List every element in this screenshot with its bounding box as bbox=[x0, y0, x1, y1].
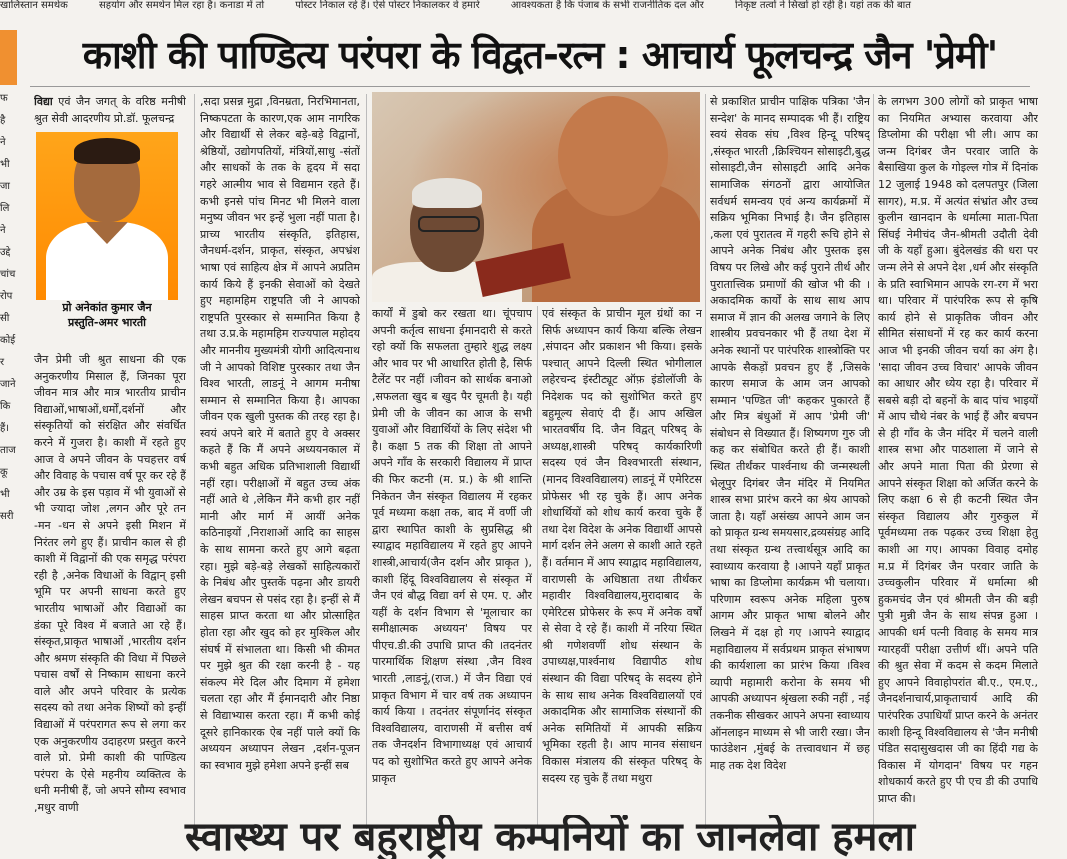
author-photo-caption bbox=[36, 300, 178, 330]
left-strip-word: सरी bbox=[0, 511, 14, 522]
left-strip-word: ने bbox=[0, 225, 6, 236]
article-paragraph: जैन प्रेमी जी श्रुत साधना की एक अनुकरणीय मिसाल हैं, जिनका पूरा जीवन मात्र और मात्र भारतीय प्राचीन विद्याओं,भाषाओं,धर्मों,दर्शनों और संस्कृतियों को संरक्षित और संवर्धित करने में गुजरा है। काशी में रहते हुए आज वे अपने जीवन के पचहत्तर वर्ष और विवाह के पचास वर्ष पूर कर रहे हैं और उम्र के इस पड़ाव में भी युवाओं से भी ज्यादा जोश ,लगन और पूरे तन -मन -धन से अपने इसी मिशन में निरंतर लगे हुए हैं। प्राचीन काल से ही काशी में विद्वानों की एक समृद्ध परंपरा रही है ,अनेक विधाओं के विद्वान् इसी भूमि पर अपनी साधना करते हुए भारतीय भाषाओं और विद्याओं का डंका पूरे विश्व में बजाते आ रहे हैं। संस्कृत,प्राकृत भाषाओं ,भारतीय दर्शन और श्रमण संस्कृति की विधा में पिछले पचास वर्षों से निष्काम साधना करने वाले और अपने परिवार के प्रत्येक सदस्य को तथा अनेक शिष्यों को इन्हीं विद्याओं में परंपरागत रूप से लगा कर एक अनुकरणीय उदाहरण प्रस्तुत करने वाले प्रो. प्रेमी काशी की पाण्डित्य परंपरा के ऐसे महनीय व्यक्तित्व के धनी मनीषी हैं, जो अपने सौम्य स्वभाव ,मधुर वाणी bbox=[34, 353, 186, 815]
left-strip bbox=[0, 30, 17, 855]
headline-rule bbox=[30, 86, 1030, 87]
column-divider bbox=[873, 94, 874, 829]
article-column-2 bbox=[200, 94, 360, 830]
intro-paragraph: विद्या एवं जैन जगत् के वरिष्ठ मनीषी श्रुत सेवी आदरणीय प्रो.डॉ. फूलचन्द्र bbox=[34, 95, 186, 125]
article-column-1-intro bbox=[34, 94, 186, 128]
article-column-5 bbox=[710, 94, 870, 830]
article-column-1 bbox=[34, 352, 186, 830]
photo-hair bbox=[74, 138, 140, 164]
left-strip-word: ताज bbox=[0, 445, 16, 456]
lead-word: विद्या bbox=[34, 95, 53, 108]
left-strip-word: कोई bbox=[0, 335, 16, 346]
column-divider bbox=[537, 306, 538, 829]
top-strip-text: सहयोग और समर्थन मिल रहा है। कनाडा में तो bbox=[99, 0, 265, 11]
top-strip-text: निकृष्ट तत्वों ने सिखों हो रही है। यहां तक की बात bbox=[734, 0, 911, 11]
left-strip-word: भी bbox=[0, 489, 10, 500]
left-strip-word: कि bbox=[0, 401, 11, 412]
article-paragraph: कार्यों में डुबो कर रखता था। चूंपचाप अपनी कर्तृत्व साधना ईमानदारी से करते रहो क्यों कि सफलता तुम्हारे शुद्ध लक्ष्य और भाव पर भी आधारित होती है, सिर्फ टैलेंट पर नहीं ।जीवन को सार्थक बनाओ ,सफलता खुद ब खुद पैर चूमती है। यही प्रेमी जी के जीवन का आज के सभी युवाओं और विद्यार्थियों के लिए संदेश भी है। कक्षा 5 तक की शिक्षा तो आपने अपने गाँव के सरकारी विद्यालय में प्राप्त की फिर कटनी (म. प्र.) के श्री शान्ति निकेतन जैन संस्कृत विद्यालय में रहकर पूर्व मध्यमा कक्षा तक, बाद में वर्णी जी द्वारा स्थापित काशी के सुप्रसिद्ध श्री स्याद्वाद महाविद्यालय में रहते हुए आपने शास्त्री,आचार्य(जैन दर्शन और प्राकृत ), काशी हिंदू विश्वविद्यालय से संस्कृत में जैन एवं बौद्ध विद्या वर्ग से एम. ए. और यहीं के दर्शन विभाग से 'मूलाचार का समीक्षात्मक अध्ययन' विषय पर पीएच.डी.की उपाधि प्राप्त की ।तदनंतर पारमार्थिक शिक्षण संस्था ,जैन विश्व भारती ,लाडनूं,(राज.) में जैन विद्या एवं प्राकृत विभाग में चार वर्ष तक अध्यापन कार्य किया । तदनंतर संपूर्णानंद संस्कृत विश्वविद्यालय, वाराणसी में बत्तीस वर्ष तक जैनदर्शन विभागाध्यक्ष एवं आचार्य पद को सुशोभित करते हुए आपने अनेक प्राकृत bbox=[372, 307, 532, 785]
next-article-headline: स्वास्थ्य पर बहुराष्ट्रीय कम्पनियों का जानलेवा हमला bbox=[185, 815, 915, 859]
article-column-6 bbox=[878, 94, 1038, 830]
photo-glasses bbox=[418, 216, 480, 232]
left-strip-word: चांच bbox=[0, 269, 16, 280]
left-strip-word: भी bbox=[0, 159, 10, 170]
article-paragraph: के लगभग 300 लोगों को प्राकृत भाषा का नियमित अभ्यास करवाया और डिप्लोमा की परीक्षा भी ली। आप का जन्म दिगंबर जैन परवार जाति के बैसाखिया कुल के गोइल्ल गोत्र में दिनांक 12 जुलाई 1948 को दलपतपुर (जिला सागर), म.प्र. में अत्यंत संभ्रांत और उच्च कुलीन खानदान के धर्मात्मा माता-पिता सिंघई नेमीचंद जैन-श्रीमती उदौती देवी जी के यहाँ हुआ। बुंदेलखंड की धरा पर जन्म लेने से अपने देश ,धर्म और संस्कृति के प्रति स्वाभिमान आपके रग-रग में भरा था। परिवार में पारंपरिक रूप से कृषि कार्य होने से प्राकृतिक जीवन और सीमित संसाधनों में रह कर कार्य करना आज भी इनकी जीवन चर्या का अंग है। 'सादा जीवन उच्च विचार' आपके जीवन का आधार और ध्येय रहा है। परिवार में सबसे बड़ी दो बहनों के बाद पांच भाइयों में आप चौथे नंबर के भाई हैं और बचपन से ही गाँव के जैन मंदिर में चलने वाली शास्त्र सभा और पाठशाला में जाने से और अपने माता पिता की प्रेरणा से आपने संस्कृत शिक्षा को अर्जित करने के लिए कक्षा 6 से ही कटनी स्थित जैन संस्कृत विद्यालय और गुरुकुल में पूर्वमध्यमा तक पढ़कर उच्च शिक्षा हेतु काशी आ गए। आपका विवाह दमोह म.प्र में दिगंबर जैन परवार जाति के उच्चकुलीन परिवार में धर्मात्मा श्री हुकमचंद जैन एवं श्रीमती जैन की बड़ी पुत्री मुन्नी जैन के साथ संपन्न हुआ ।आपकी धर्म पत्नी विवाह के समय मात्र ग्यारहवीं परीक्षा उत्तीर्ण थीं। अपने पति की श्रुत सेवा में कदम से कदम मिलाते हुए आपने विवाहोपरांत बी.ए., एम.ए., जैनदर्शनाचार्य,प्राकृताचार्य आदि की पारंपरिक उपाधियाँ प्राप्त करने के अनंतर काशी हिन्दू विश्वविद्यालय से 'जैन मनीषी पंडित सदासुखदास जी का हिंदी गद्य के विकास में योगदान' विषय पर गहन शोधकार्य करते हुए पी एच डी की उपाधि प्राप्त की। bbox=[878, 95, 1038, 805]
left-strip-word: र bbox=[0, 357, 5, 368]
article-paragraph: ,सदा प्रसन्न मुद्रा ,विनम्रता, निरभिमानता, निष्कपटता के कारण,एक आम नागरिक और विद्यार्थी से लेकर बड़े-बड़े विद्वानों, श्रेष्ठियों, उद्योगपतियों, मंत्रियों,साधु -संतों और साधकों के तक के हृदय में सदा गहरे आत्मीय भाव से विद्यमान रहते हैं। कभी इनसे पांच मिनट भी मिलने वाला मनुष्य जीवन भर इन्हें भुला नहीं पाता है। प्राच्य भारतीय संस्कृति, इतिहास, जैनधर्म-दर्शन, प्राकृत, संस्कृत, अपभ्रंश भाषा एवं साहित्य क्षेत्र में आपने अप्रतिम कार्य किये हैं इनकी सेवाओं को देखते हुए महामहिम राष्ट्रपति जी ने आपको राष्ट्रपति पुरस्कार से सम्मानित किया है तथा उ.प्र.के महामहिम राज्यपाल महोदय और माननीय मुख्यमंत्री योगी आदित्यनाथ जी ने आपको विशिष्ट पुरस्कार तथा जैन विश्व भारती, लाडनूं ने आगम मनीषा सम्मान से सम्मानित किया है। आपका जीवन एक खुली पुस्तक की तरह रहा है। स्वयं अपने बारे में बताते हुए वे अक्सर कहते हैं कि मैं अपने अध्ययनकाल में कभी बहुत अधिक प्रतिभाशाली विद्यार्थी नहीं रहा। परीक्षाओं में बहुत उच्च अंक नहीं आते थे ,लेकिन मैंने कभी हार नहीं मानी और मार्ग में आयीं अनेक कठिनाइयों ,निराशाओं आदि का साहस के साथ सामना करते हुए आगे बढ़ता रहा। मुझे बड़े-बड़े लेखकों साहित्यकारों के निबंध और पुस्तकें पढ़ना और डायरी लेखन बचपन से पसंद रहा है। इन्हीं से मैं साहस प्राप्त करता था और प्रोत्साहित होता रहा और खुद को हर मुश्किल और संघर्ष में संभालता था। किसी भी कीमत पर मुझे श्रुत की रक्षा करनी है - यह संकल्प मेरे दिल और दिमाग में हमेशा चलता रहा और मैं ईमानदारी और निष्ठा से विद्याभ्यास करता रहा। मैं कभी कोई दूसरे हानिकारक ऐब नहीं पाले क्यों कि अध्ययन अध्यापन लेखन ,दर्शन-पूजन का स्वभाव मुझे हमेशा अपने इन्हीं सब bbox=[200, 95, 360, 772]
photo-man-hair bbox=[412, 178, 482, 208]
left-strip-word: लि bbox=[0, 203, 10, 214]
column-divider bbox=[366, 94, 367, 829]
article-headline: काशी की पाण्डित्य परंपरा के विद्वत-रत्न : आचार्य फूलचन्द्र जैन 'प्रेमी' bbox=[82, 33, 998, 77]
left-strip-word: जाने bbox=[0, 379, 16, 390]
article-column-4 bbox=[542, 306, 702, 830]
top-strip bbox=[0, 0, 1067, 14]
article-paragraph: एवं संस्कृत के प्राचीन मूल ग्रंथों का न सिर्फ अध्यापन कार्य किया बल्कि लेखन ,संपादन और प्रकाशन भी किया। इसके पश्चात् आपने दिल्ली स्थित भोगीलाल लहेरचन्द इंस्टीट्यूट ऑफ़ इंडोलॉजी के निदेशक पद को सुशोभित करते हुए बहुमूल्य सेवाएं दी हैं। आप अखिल भारतवर्षीय दि. जैन विद्वत् परिषद् के अध्यक्ष,शास्त्री परिषद् कार्यकारिणी सदस्य एवं जैन विश्वभारती संस्थान, (मानद विश्वविद्यालय) लाडनूं में एमेरिटस प्रोफेसर भी रह चुके हैं। आप अनेक शोधार्थियों को शोध कार्य करवा चुके हैं तथा देश विदेश के अनेक विद्यार्थी आपसे मार्ग दर्शन लेने अलग से काशी आते रहते हैं। वर्तमान में आप स्याद्वाद महाविद्यालय, वाराणसी के अधिष्ठाता तथा तीर्थंकर महावीर विश्वविद्यालय,मुरादाबाद के एमेरिटस प्रोफेसर के रूप में अनेक वर्षों से सेवा दे रहे हैं। काशी में नरिया स्थित श्री गणेशवर्णी शोध संस्थान के उपाध्यक्ष,पार्श्वनाथ विद्यापीठ शोध संस्थान की विद्या परिषद् के सदस्य होने के साथ साथ अनेक विश्वविद्यालयों एवं अकादमिक और सामाजिक संस्थानों की अनेक समितियों में आपकी सक्रिय भूमिका रहती है। आप मानव संसाधन विकास मंत्रालय की संस्कृत परिषद् के सदस्य रह चुके हैं तथा मथुरा bbox=[542, 307, 702, 785]
left-strip-word: है bbox=[0, 115, 6, 126]
left-strip-word: ने bbox=[0, 137, 6, 148]
caption-presenter: प्रस्तुति-अमर भारती bbox=[67, 316, 146, 329]
left-strip-word: सी bbox=[0, 313, 10, 324]
left-strip-word: रोप bbox=[0, 291, 13, 302]
column-divider bbox=[194, 94, 195, 829]
left-strip-ad-block bbox=[0, 30, 17, 85]
subject-photo bbox=[372, 92, 700, 302]
caption-author-name: प्रो अनेकांत कुमार जैन bbox=[62, 301, 152, 314]
left-strip-word: जा bbox=[0, 181, 11, 192]
left-strip-word: हैं। bbox=[0, 423, 10, 434]
article-column-3 bbox=[372, 306, 532, 830]
top-strip-text: आवश्यकता है कि पंजाब के सभी राजनीतिक दल और bbox=[510, 0, 704, 11]
column-divider bbox=[705, 94, 706, 829]
left-strip-word: फ bbox=[0, 93, 8, 104]
article-paragraph: से प्रकाशित प्राचीन पाक्षिक पत्रिका 'जैन सन्देश' के मानद सम्पादक भी हैं। राष्ट्रिय स्वयं सेवक संघ ,विश्व हिन्दू परिषद् ,संस्कृत भारती ,क्रिश्चियन सोसाइटी,बुद्ध सोसाइटी,जैन सोसाइटी आदि अनेक सामाजिक संगठनों द्वारा आयोजित सर्वधर्म समन्वय एवं अन्य कार्यक्रमों में सक्रिय भूमिका निभाई है। जैन इतिहास ,कला एवं पुरातत्व में गहरी रूचि होने से आपने अनेक निबंध और पुस्तक इस विषय पर लिखे और कई पुराने तीर्थ और पुरातात्त्विक प्रमाणों की खोज भी की ।अकादमिक कार्यों के साथ साथ आप समाज में ज्ञान की अलख जगाने के लिए शास्त्रीय प्रवचनकार भी हैं तथा देश में अनेक स्थानों पर पारंपरिक शास्त्रोक्ति पर आपके सैकड़ों प्रवचन हुए हैं ,जिसके कारण समाज के आम जन आपको सम्मान 'पण्डित जी' कहकर पुकारते हैं और मित्र बंधुओं में आप 'प्रेमी जी' संबोधन से विख्यात हैं। शिष्यगण गुरु जी कह कर संबोधित करते ही हैं। काशी स्थित तीर्थंकर पार्श्वनाथ की जन्मस्थली भेलूपुर दिगंबर जैन मंदिर में नियमित शास्त्र सभा प्रारंभ करने का श्रेय आपको जाता है। यहाँ असंख्य आपने आम जन को प्राकृत ग्रन्थ समयसार,द्रव्यसंग्रह आदि तथा संस्कृत ग्रन्थ तत्त्वार्थसूत्र आदि का स्वाध्याय करवाया है ।आपने यहाँ प्राकृत भाषा का डिप्लोमा कार्यक्रम भी चलाया। परिणाम स्वरूप अनेक महिला पुरुष आगम और प्राकृत भाषा बोलने और लिखने में दक्ष हो गए ।आपने स्याद्वाद महाविद्यालय में सर्वप्रथम प्राकृत संभाषण की कार्यशाला का प्रारंभ किया ।विश्व व्यापी महामारी करोना के समय भी आपकी अध्यापन श्रृंखला रुकी नहीं , नई तकनीक सीखकर आपने अपना स्वाध्याय ऑनलाइन माध्यम से भी जारी रखा। जैन फाउंडेशन ,मुंबई के तत्त्वावधान में छह माह तक देश विदेश bbox=[710, 95, 870, 772]
top-strip-text: खालिस्तान समर्थक bbox=[0, 0, 68, 11]
left-strip-word: कू bbox=[0, 467, 8, 478]
top-strip-text: पोस्टर निकाल रहे हैं। ऐसे पोस्टर निकालकर वे हमारे bbox=[295, 0, 480, 11]
author-photo bbox=[36, 132, 178, 300]
left-strip-word: उद्दे bbox=[0, 247, 11, 258]
photo-monk-head bbox=[558, 96, 668, 216]
